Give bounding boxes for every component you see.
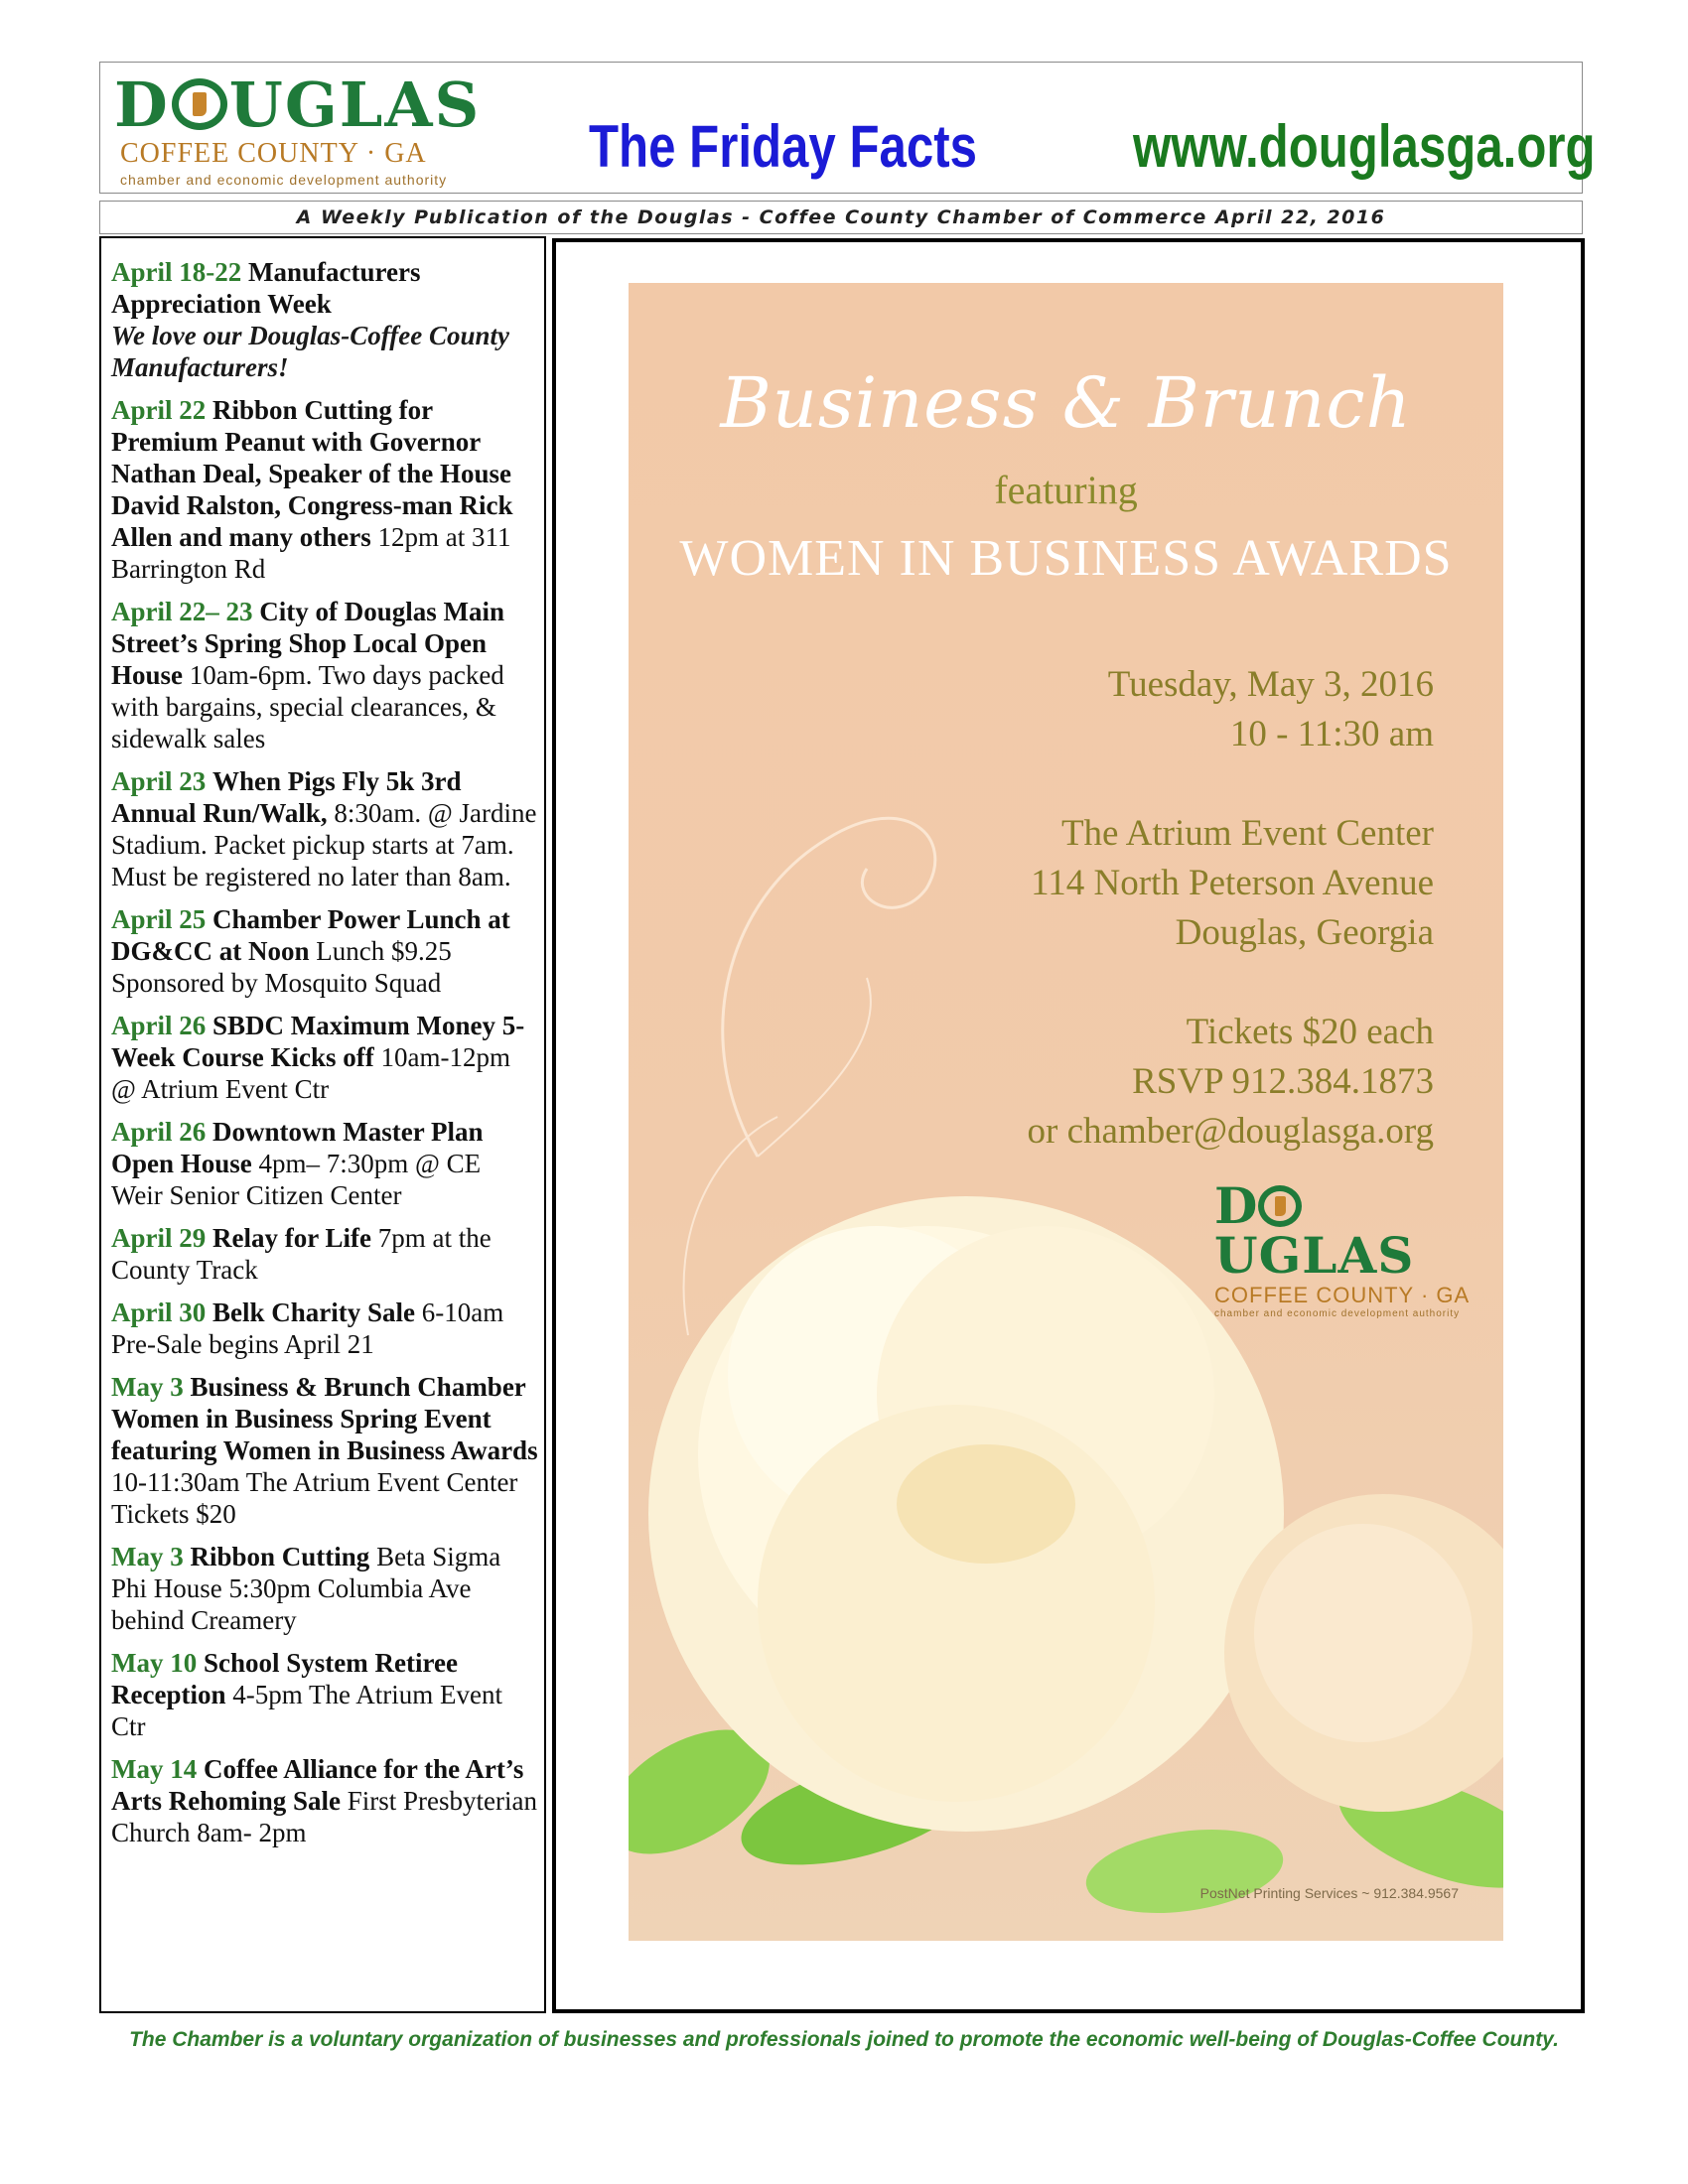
event-date: May 10 [111,1648,198,1678]
event-title: Relay for Life [212,1223,371,1253]
event-title: Downtown Master Plan Open House [111,1117,484,1178]
event-item [111,596,538,754]
flyer-venue: The Atrium Event Center [1060,813,1434,854]
event-title: Ribbon Cutting for Premium Peanut with Governor Nathan Deal, Speaker of the House David Ralston, Congress-man Rick Allen and many others [111,395,513,552]
event-title: Ribbon Cutting [190,1542,370,1571]
publication-subtitle: A Weekly Publication of the Douglas - Coffee County Chamber of Commerce April 22, 2016 [296,206,1386,228]
event-date: April 26 [111,1011,207,1040]
business-brunch-flyer [629,283,1503,1941]
event-item [111,1297,538,1360]
event-details: 10am-6pm. Two days packed with bargains, special clearances, & sidewalk sales [111,660,504,753]
event-item [111,1222,538,1286]
flyer-date: Tuesday, May 3, 2016 [1107,664,1434,705]
event-item [111,1116,538,1211]
event-date: April 18-22 [111,257,242,287]
printer-credit: PostNet Printing Services ~ 912.384.9567 [1199,1885,1459,1901]
logo-tagline: chamber and economic development authority [120,172,448,188]
event-item [111,1753,538,1848]
event-date: April 29 [111,1223,207,1253]
logo-wordmark: D UGLAS [114,68,482,141]
event-details: 8:30am. @ Jardine Stadium. Packet pickup starts at 7am. Must be registered no later than 8am. [111,798,537,891]
flyer-city: Douglas, Georgia [1175,912,1434,953]
georgia-o-icon [1258,1185,1302,1227]
event-item [111,394,538,585]
event-date: April 22 [111,395,207,425]
flyer-title: Business & Brunch [720,362,1412,444]
flyer-chamber-logo [1214,1176,1492,1319]
flyer-logo-wordmark: D UGLAS [1214,1176,1415,1285]
event-title: SBDC Maximum Money 5-Week Course Kicks off [111,1011,525,1072]
event-date: April 26 [111,1117,207,1147]
event-date: April 30 [111,1297,207,1327]
event-item [111,765,538,892]
event-item [111,1371,538,1530]
event-item [111,256,538,383]
event-details: 4pm– 7:30pm @ CE Weir Senior Citizen Center [111,1149,482,1210]
flyer-awards-title: WOMEN IN BUSINESS AWARDS [679,530,1453,587]
event-title: Business & Brunch Chamber Women in Business Spring Event featuring Women in Business Awards [111,1372,538,1465]
flyer-rsvp: RSVP 912.384.1873 [1132,1061,1434,1102]
event-item [111,1647,538,1742]
event-title: Belk Charity Sale [212,1297,416,1327]
footer-mission-statement: The Chamber is a voluntary organization of businesses and professionals joined to promote the economic well-being of Douglas-Coffee County. [129,2028,1559,2051]
event-title: Manufacturers Appreciation Week [111,257,421,319]
event-title: Coffee Alliance for the Art’s Arts Rehoming Sale [111,1754,524,1816]
event-item [111,1010,538,1105]
event-details: 10-11:30am The Atrium Event Center Tickets $20 [111,1467,518,1529]
event-date: May 14 [111,1754,198,1784]
flyer-address: 114 North Peterson Avenue [1031,863,1434,903]
flyer-featuring: featuring [994,468,1138,512]
flyer-venue-block [1031,809,1434,958]
event-title: School System Retiree Reception [111,1648,458,1709]
flyer-tickets: Tickets $20 each [1186,1012,1434,1052]
event-date: April 23 [111,766,207,796]
event-date: April 25 [111,904,207,934]
events-sidebar [99,236,546,2013]
flyer-time: 10 - 11:30 am [1229,714,1434,754]
event-date: May 3 [111,1542,184,1571]
flyer-ticket-block [1028,1008,1434,1157]
logo-subtitle: COFFEE COUNTY · GA [120,138,427,169]
masthead [99,62,1596,194]
event-title: Chamber Power Lunch at DG&CC at Noon [111,904,510,966]
event-details: 10am-12pm @ Atrium Event Ctr [111,1042,510,1104]
flyer-logo-subtitle: COFFEE COUNTY · GA [1214,1283,1471,1307]
flyer-email[interactable]: or chamber@douglasga.org [1027,1111,1434,1152]
event-item [111,1541,538,1636]
event-details: 6-10am Pre-Sale begins April 21 [111,1297,504,1359]
website-link[interactable]: www.douglasga.org [1133,113,1596,180]
event-details: 12pm at 311 Barrington Rd [111,522,511,584]
event-title: When Pigs Fly 5k 3rd Annual Run/Walk, [111,766,462,828]
event-details: 7pm at the County Track [111,1223,492,1285]
event-date: May 3 [111,1372,184,1402]
flyer-date-block [1108,660,1434,759]
event-note: We love our Douglas-Coffee County Manufacturers! [111,321,509,382]
flyer-logo-tagline: chamber and economic development authority [1214,1308,1461,1319]
event-details: 4-5pm The Atrium Event Ctr [111,1680,502,1741]
publication-title: The Friday Facts [589,113,977,180]
event-details: Lunch $9.25 Sponsored by Mosquito Squad [111,936,452,998]
event-details: Beta Sigma Phi House 5:30pm Columbia Ave behind Creamery [111,1542,501,1635]
event-item [111,903,538,999]
georgia-o-icon [172,78,227,130]
event-date: April 22– 23 [111,597,253,626]
event-title: City of Douglas Main Street’s Spring Shop Local Open House [111,597,505,690]
publication-subtitle-bar [99,201,1583,234]
event-details: First Presbyterian Church 8am- 2pm [111,1786,537,1847]
chamber-logo [114,68,511,188]
